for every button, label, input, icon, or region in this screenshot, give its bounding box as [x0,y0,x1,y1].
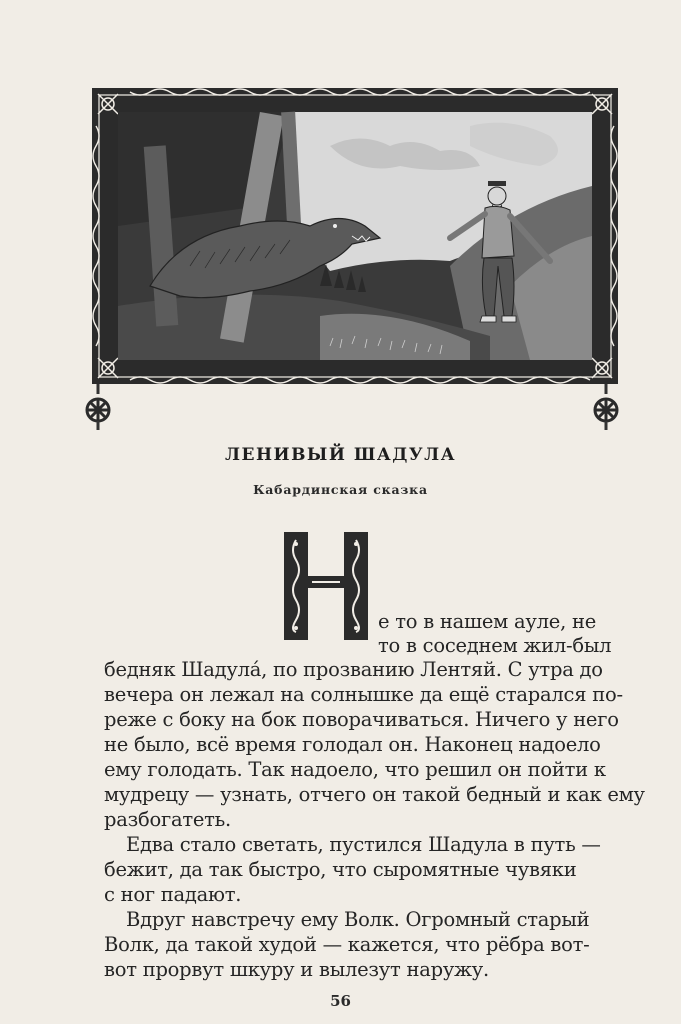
text-line: реже с боку на бок поворачиваться. Ничего у него [104,708,619,731]
text-line: мудрецу — узнать, отчего он такой бедный и как ему [104,783,645,806]
text-line: е то в нашем ауле, не [378,610,597,633]
text-line: вот прорвут шкуру и вылезут наружу. [104,958,489,981]
text-line: бежит, да так быстро, что сыромятные чувяки [104,858,577,881]
story-subtitle: Кабардинская сказка [253,482,428,497]
text-line: с ног падают. [104,883,242,906]
text-line: Вдруг навстречу ему Волк. Огромный старый [126,908,590,931]
text-line: Едва стало светать, пустился Шадула в путь — [126,833,601,856]
illustration [90,86,620,386]
text-line: не было, всё время голодал он. Наконец надоело [104,733,601,756]
ornament-knot-left-icon [78,384,118,432]
text-line: ему голодать. Так надоело, что решил он пойти к [104,758,606,781]
text-line: Волк, да такой худой — кажется, что рёбра вот- [104,933,590,956]
page-number: 56 [330,992,351,1010]
text-line: то в соседнем жил-был [378,634,612,657]
text-line: разбогатеть. [104,808,231,831]
text-line: вечера он лежал на солнышке да ещё старался по- [104,683,623,706]
text-line: бедняк Шадула́, по прозванию Лентяй. С утра до [104,658,603,681]
story-title: ЛЕНИВЫЙ ШАДУЛА [224,445,457,465]
drop-cap-letter-icon [282,530,370,642]
ornament-knot-right-icon [586,384,626,432]
